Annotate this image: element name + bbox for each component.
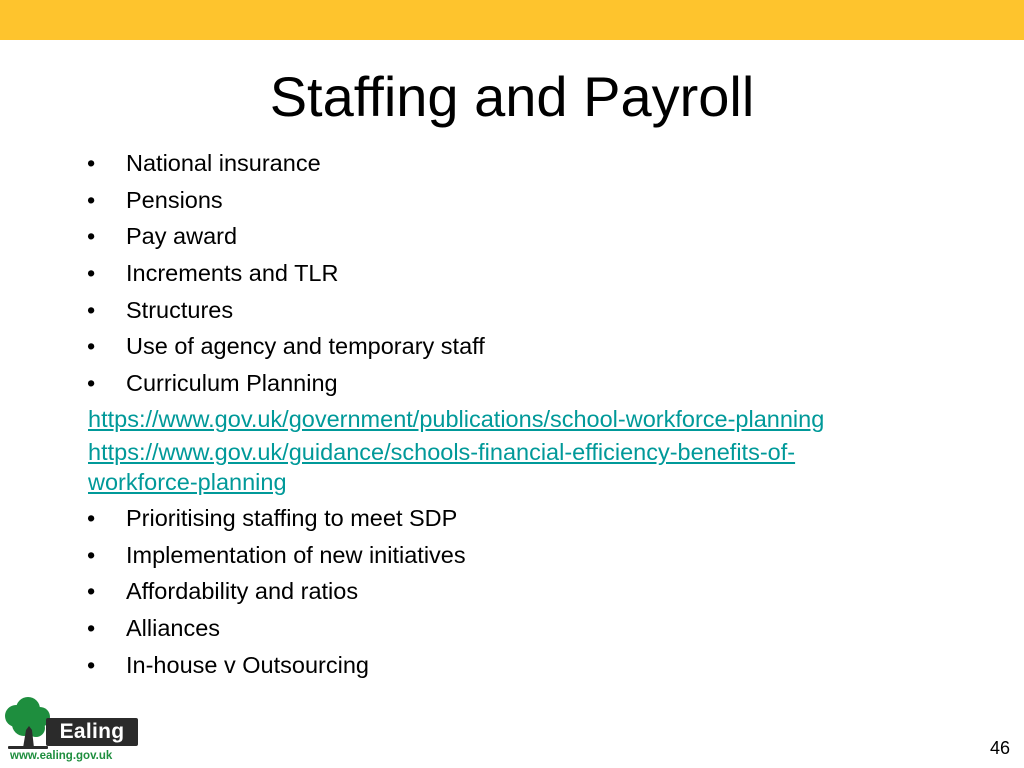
bullet-icon: • [87,370,96,397]
ealing-logo [2,696,144,766]
bullet-icon: • [87,578,96,605]
bullet-icon: • [87,150,96,176]
list-item: • National insurance [88,145,988,182]
list-item: • Curriculum Planning [88,365,988,402]
list-item: • Increments and TLR [88,255,988,292]
logo-url: www.ealing.gov.uk [10,750,113,762]
list-item: • Alliances [88,610,988,647]
link-financial-efficiency[interactable]: https://www.gov.uk/guidance/schools-financial-efficiency-benefits-of- workforce-planning [88,438,796,495]
slide-title: Staffing and Payroll [269,65,755,128]
bullet-icon: • [87,296,96,323]
bullet-icon: • [87,651,96,678]
slide-content [88,145,988,683]
bullet-icon: • [87,333,96,360]
bullet-icon: • [87,223,96,250]
link-school-workforce-planning[interactable]: https://www.gov.uk/government/publications/school-workforce-planning [88,405,825,432]
list-item: • Use of agency and temporary staff [88,328,988,365]
bullet-icon: • [87,541,96,568]
logo-name: Ealing [59,720,125,743]
bullet-icon: • [87,614,96,641]
list-item: • Affordability and ratios [88,573,988,610]
top-band [0,0,1024,40]
list-item: • Pay award [88,218,988,255]
list-item: • Structures [88,292,988,329]
bullet-icon: • [87,260,96,287]
list-item: • In-house v Outsourcing [88,647,988,684]
bullet-list-2 [88,500,988,683]
bullet-list-1 [88,145,988,402]
list-item: • Pensions [88,182,988,219]
list-item: • Implementation of new initiatives [88,537,988,574]
list-item: • Prioritising staffing to meet SDP [88,500,988,537]
bullet-icon: • [87,186,96,213]
bullet-icon: • [87,504,96,531]
page-number: 46 [989,738,1010,758]
